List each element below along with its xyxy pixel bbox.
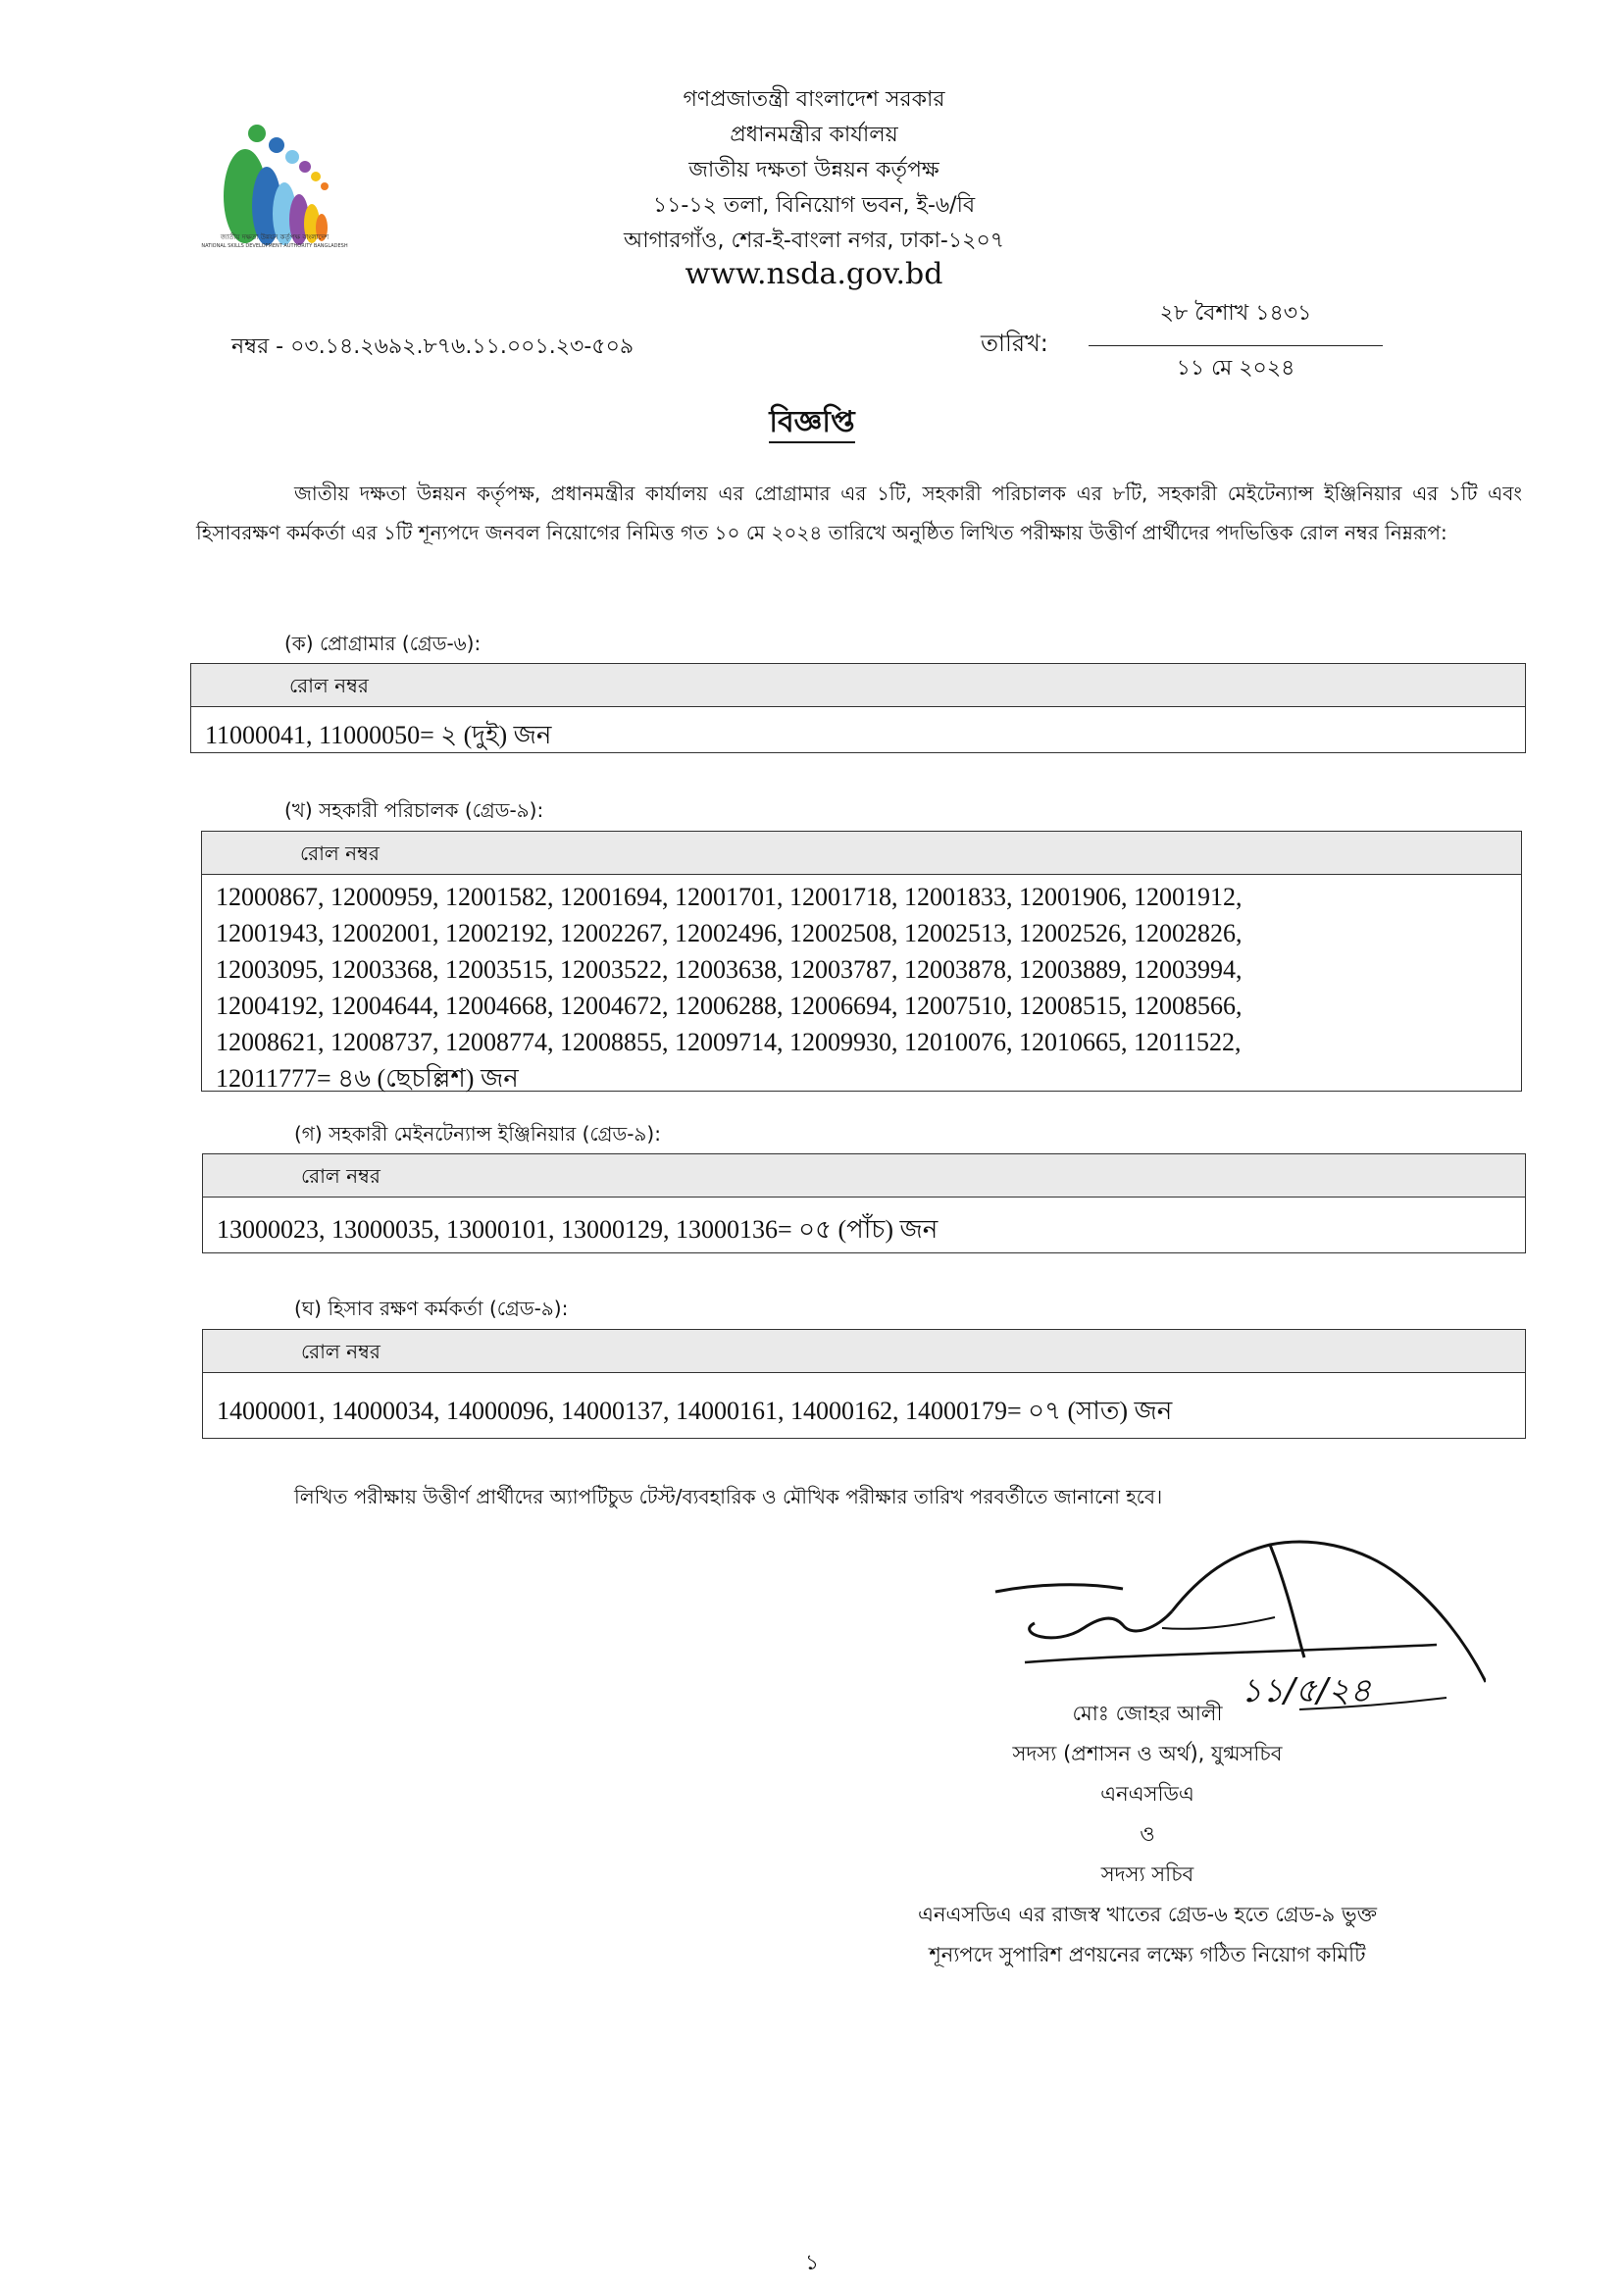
- signature-date-text: ১১/৫/২৪: [1241, 1671, 1372, 1710]
- roll-line: 12001943, 12002001, 12002192, 12002267, 12002496, 12002508, 12002513, 12002526, 12002826,: [216, 919, 1243, 947]
- section-label-assistant-director: (খ) সহকারী পরিচালক (গ্রেড-৯):: [284, 798, 544, 822]
- date-label: তারিখ:: [981, 330, 1048, 357]
- roll-line: 12011777= ৪৬ (ছেচল্লিশ) জন: [216, 1064, 519, 1093]
- website-link[interactable]: www.nsda.gov.bd: [685, 257, 943, 291]
- date-bangla: ২৮ বৈশাখ ১৪৩১: [1159, 301, 1312, 326]
- header-government: গণপ্রজাতন্ত্রী বাংলাদেশ সরকার: [683, 87, 945, 112]
- header-office: প্রধানমন্ত্রীর কার্যালয়: [730, 123, 898, 147]
- section-label-programmer: (ক) প্রোগ্রামার (গ্রেড-৬):: [284, 632, 482, 655]
- date-gregorian: ১১ মে ২০২৪: [1176, 356, 1295, 381]
- roll-table-header: রোল নম্বর: [191, 664, 1525, 707]
- roll-table-header: রোল নম্বর: [203, 1330, 1525, 1373]
- roll-table-accounts-officer: [202, 1329, 1526, 1439]
- committee-line-1: এনএসডিএ এর রাজস্ব খাতের গ্রেড-৬ হতে গ্রেড-৯ ভুক্ত: [917, 1903, 1377, 1926]
- section-label-accounts-officer: (ঘ) হিসাব রক্ষণ কর্মকর্তা (গ্রেড-৯):: [294, 1297, 569, 1320]
- notice-title-text: বিজ্ঞপ্তি: [769, 405, 854, 443]
- signature-block: [843, 1694, 1451, 1975]
- intro-paragraph: জাতীয় দক্ষতা উন্নয়ন কর্তৃপক্ষ, প্রধানমন্ত্রীর কার্যালয় এর প্রোগ্রামার এর ১টি, সহকারী পরিচালক এর ৮টি, সহকারী মেইটেন্যান্স ইঞ্জিনিয়ার এর ১টি এবং হিসাবরক্ষণ কর্মকর্তা এর ১টি শূন্যপদে জনবল নিয়োগের নিমিত্ত গত ১০ মে ২০২৪ তারিখে অনুষ্ঠিত লিখিত পরীক্ষায় উত্তীর্ণ প্রার্থীদের পদভিত্তিক রোল নম্বর নিম্নরূপ:: [196, 482, 1522, 544]
- notice-title: [0, 398, 1624, 448]
- roll-line: 12004192, 12004644, 12004668, 12004672, 12006288, 12006694, 12007510, 12008515, 12008566,: [216, 992, 1243, 1020]
- signatory-designation: সদস্য (প্রশাসন ও অর্থ), যুগ্মসচিব: [1012, 1742, 1283, 1765]
- roll-line: 12008621, 12008737, 12008774, 12008855, 12009714, 12009930, 12010076, 12010665, 12011522,: [216, 1028, 1242, 1056]
- roll-list-programmer: 11000041, 11000050= ২ (দুই) জন: [205, 721, 552, 749]
- signatory-and: ও: [1140, 1822, 1155, 1846]
- handwritten-signature: [976, 1515, 1486, 1721]
- roll-line: 12000867, 12000959, 12001582, 12001694, 12001701, 12001718, 12001833, 12001906, 12001912,: [216, 883, 1243, 911]
- memo-number: নম্বর - ০৩.১৪.২৬৯২.৮৭৬.১১.০০১.২৩-৫০৯: [231, 334, 634, 359]
- page-number: ১: [804, 2251, 820, 2275]
- roll-table-maintenance-engineer: [202, 1153, 1526, 1253]
- section-label-maintenance-engineer: (গ) সহকারী মেইনটেন্যান্স ইঞ্জিনিয়ার (গ্রেড-৯):: [294, 1122, 661, 1146]
- header-address-2: আগারগাঁও, শের-ই-বাংলা নগর, ঢাকা-১২০৭: [623, 229, 1005, 253]
- date-divider: [1089, 345, 1383, 346]
- closing-note: লিখিত পরীক্ষায় উত্তীর্ণ প্রার্থীদের অ্যাপটিচুড টেস্ট/ব্যবহারিক ও মৌখিক পরীক্ষার তারিখ পরবর্তীতে জানানো হবে।: [294, 1485, 1163, 1508]
- roll-list-maintenance-engineer: 13000023, 13000035, 13000101, 13000129, 13000136= ০৫ (পাঁচ) জন: [217, 1215, 939, 1244]
- roll-table-header: রোল নম্বর: [203, 1154, 1525, 1198]
- header-authority: জাতীয় দক্ষতা উন্নয়ন কর্তৃপক্ষ: [688, 158, 939, 182]
- signatory-role: সদস্য সচিব: [1100, 1862, 1194, 1886]
- roll-list-assistant-director: [202, 875, 1521, 1100]
- roll-table-programmer: [190, 663, 1526, 753]
- signatory-name: মোঃ জোহর আলী: [1072, 1702, 1223, 1725]
- roll-table-assistant-director: [201, 831, 1522, 1092]
- signatory-org: এনএসডিএ: [1100, 1782, 1194, 1806]
- header-address-1: ১১-১২ তলা, বিনিয়োগ ভবন, ই-৬/বি: [652, 193, 976, 218]
- roll-line: 12003095, 12003368, 12003515, 12003522, 12003638, 12003787, 12003878, 12003889, 12003994,: [216, 955, 1243, 984]
- roll-list-accounts-officer: 14000001, 14000034, 14000096, 14000137, 14000161, 14000162, 14000179= ০৭ (সাত) জন: [217, 1397, 1173, 1425]
- roll-table-header: রোল নম্বর: [202, 832, 1521, 875]
- logo-caption: জাতীয় দক্ষতা উন্নয়ন কর্তৃপক্ষ বাংলাদেশ NATIONAL SKILLS DEVELOPMENT AUTHORITY BANGLADESH: [201, 233, 348, 249]
- committee-line-2: শূন্যপদে সুপারিশ প্রণয়নের লক্ষ্যে গঠিত নিয়োগ কমিটি: [929, 1943, 1366, 1966]
